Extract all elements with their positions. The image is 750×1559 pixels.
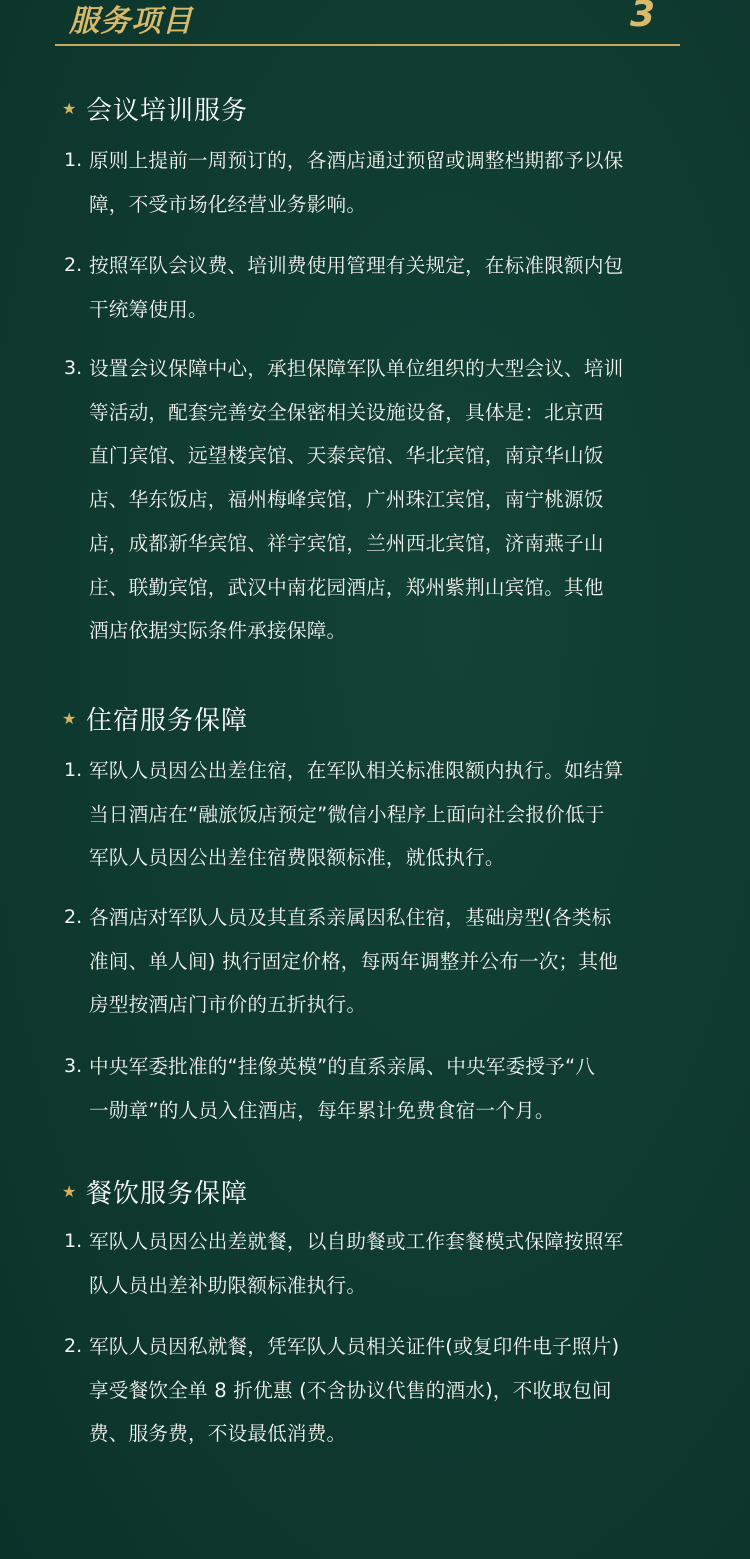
item-line: 酒店依据实际条件承接保障。	[89, 619, 347, 643]
item-line: 费、服务费，不设最低消费。	[89, 1422, 347, 1446]
item-line: 队人员出差补助限额标准执行。	[89, 1273, 367, 1297]
item-line: 店、华东饭店，福州梅峰宾馆，广州珠江宾馆，南宁桃源饭	[89, 488, 604, 512]
item-line: 一勋章”的人员入住酒店，每年累计免费食宿一个月。	[89, 1098, 555, 1122]
list-item	[64, 749, 694, 881]
list-item	[64, 347, 694, 653]
item-line: 按照军队会议费、培训费使用管理有关规定，在标准限额内包	[89, 254, 624, 277]
item-line: 军队人员因公出差住宿费限额标准，就低执行。	[89, 846, 505, 870]
item-line: 当日酒店在“融旅饭店预定”微信小程序上面向社会报价低于	[89, 802, 605, 826]
section-heading	[62, 703, 249, 736]
item-number: 1.	[64, 759, 83, 781]
item-line: 店，成都新华宾馆、祥宇宾馆，兰州西北宾馆，济南燕子山	[89, 531, 604, 555]
item-text	[89, 1325, 683, 1456]
star-icon: ★	[62, 1181, 77, 1201]
item-number: 1.	[64, 1230, 83, 1252]
list-item	[64, 1045, 694, 1133]
item-line: 干统筹使用。	[89, 297, 208, 321]
list-item	[64, 1325, 694, 1457]
item-number: 2.	[64, 254, 83, 276]
page-header	[55, 0, 680, 46]
item-text	[89, 896, 683, 1027]
item-text	[89, 1220, 683, 1307]
item-text	[89, 1045, 683, 1132]
header-number: 3	[629, 0, 655, 35]
item-number: 1.	[64, 149, 83, 171]
section-title: 餐饮服务保障	[86, 1178, 249, 1209]
item-number: 2.	[64, 1335, 83, 1357]
item-line: 房型按酒店门市价的五折执行。	[89, 993, 367, 1017]
header-title: 服务项目	[69, 4, 193, 39]
section-title: 住宿服务保障	[86, 705, 249, 736]
item-line: 准间、单人间) 执行固定价格，每两年调整并公布一次；其他	[89, 949, 618, 973]
item-line: 享受餐饮全单 8 折优惠 (不含协议代售的酒水)，不收取包间	[89, 1378, 612, 1402]
item-text	[89, 139, 683, 226]
list-item	[64, 139, 694, 227]
item-line: 等活动，配套完善安全保密相关设施设备，具体是：北京西	[89, 400, 604, 424]
item-number: 2.	[64, 906, 83, 928]
item-text	[89, 347, 683, 653]
section-title: 会议培训服务	[86, 95, 249, 126]
section-heading	[62, 1176, 249, 1209]
item-text	[89, 244, 683, 331]
star-icon: ★	[62, 708, 77, 728]
item-line: 中央军委批准的“挂像英模”的直系亲属、中央军委授予“八	[89, 1055, 596, 1078]
item-line: 军队人员因公出差就餐，以自助餐或工作套餐模式保障按照军	[89, 1230, 624, 1253]
item-line: 原则上提前一周预订的，各酒店通过预留或调整档期都予以保	[89, 149, 624, 172]
item-line: 设置会议保障中心，承担保障军队单位组织的大型会议、培训	[89, 357, 624, 380]
list-item	[64, 896, 694, 1028]
item-line: 直门宾馆、远望楼宾馆、天泰宾馆、华北宾馆，南京华山饭	[89, 444, 604, 468]
item-line: 军队人员因公出差住宿，在军队相关标准限额内执行。如结算	[89, 759, 624, 782]
section-heading	[62, 93, 249, 126]
item-line: 庄、联勤宾馆，武汉中南花园酒店，郑州紫荆山宾馆。其他	[89, 575, 604, 599]
item-text	[89, 749, 683, 880]
list-item	[64, 244, 694, 332]
item-line: 各酒店对军队人员及其直系亲属因私住宿，基础房型(各类标	[89, 906, 612, 929]
item-line: 军队人员因私就餐，凭军队人员相关证件(或复印件电子照片)	[89, 1335, 620, 1358]
list-item	[64, 1220, 694, 1308]
star-icon: ★	[62, 98, 77, 118]
item-line: 障，不受市场化经营业务影响。	[89, 192, 367, 216]
item-number: 3.	[64, 1055, 83, 1077]
item-number: 3.	[64, 357, 83, 379]
